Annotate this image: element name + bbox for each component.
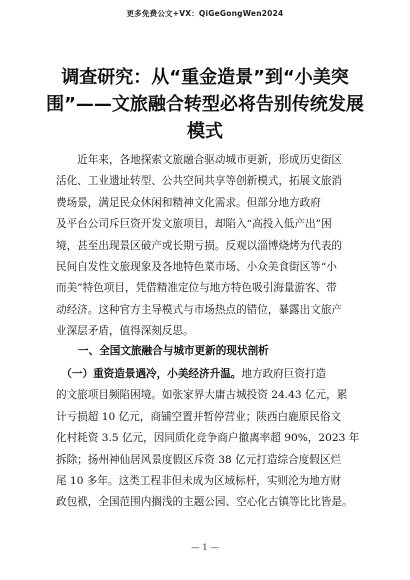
text-line: 拆除；扬州神仙居风景度假区斥资 38 亿元打造综合度假区烂: [56, 453, 342, 466]
text-line: 计亏损超 10 亿元，商铺空置并暂停营业；陕西白鹿原民俗文: [56, 410, 342, 423]
text-line: [56, 364, 362, 385]
text-line: 活化、工业遗址转型、公共空间共享等创新模式，拓展文旅消: [56, 175, 343, 188]
text-line: 近年来，各地探索文旅融合驱动城市更新，形成历史街区: [56, 154, 343, 166]
text-line: 尾 10 多年。这类工程非但未成为区域标杆，实则沦为地方财: [56, 475, 342, 488]
text-line: 境，甚至出现景区破产或长期亏损。反观以淄博烧烤为代表的: [56, 239, 343, 252]
text-line: 业深层矛盾，值得深刻反思。: [56, 325, 194, 338]
document-title: [38, 64, 372, 145]
section-heading: 一、全国文旅融合与城市更新的现状剖析: [78, 345, 269, 357]
text-line: 费场景，满足民众休闲和精神文化需求。但部分地方政府: [56, 196, 321, 209]
section-paragraph: [56, 364, 362, 514]
title-line: 围”——文旅融合转型必将告别传统发展: [46, 94, 364, 115]
text-line: 的文旅项目频陷困境。如张家界大庸古城投资 24.43 亿元，累: [56, 389, 348, 402]
text-line: 化村耗资 3.5 亿元，因同质化竞争商户撤离率超 90%，2023 年: [56, 432, 360, 445]
text-line: 动经济。这种官方主导模式与市场热点的错位，暴露出文旅产: [56, 303, 343, 316]
title-line: 模式: [187, 121, 223, 142]
subheading: （一）重资造景遇冷，小美经济升温。: [56, 368, 242, 380]
page-number: — 1 —: [191, 543, 219, 553]
intro-paragraph: [56, 150, 362, 343]
title-line: 调查研究：从“重金造景”到“小美突: [61, 67, 349, 88]
text-line: 及平台公司斥巨资开发文旅项目，却陷入“高投入低产出”困: [56, 218, 332, 231]
text-line: 而美”特色项目，凭借精准定位与地方特色吸引海量游客、带: [56, 282, 337, 295]
text-line: 民间自发性文旅现象及各地特色菜市场、小众美食街区等“小: [56, 261, 337, 274]
text-line: 政包袱，全国范围内搁浅的主题公园、空心化古镇等比比皆是。: [56, 496, 353, 509]
text-run: 地方政府巨资打造: [241, 368, 327, 380]
top-banner: 更多免费公文+VX：QiGeGongWen2024: [126, 9, 284, 18]
